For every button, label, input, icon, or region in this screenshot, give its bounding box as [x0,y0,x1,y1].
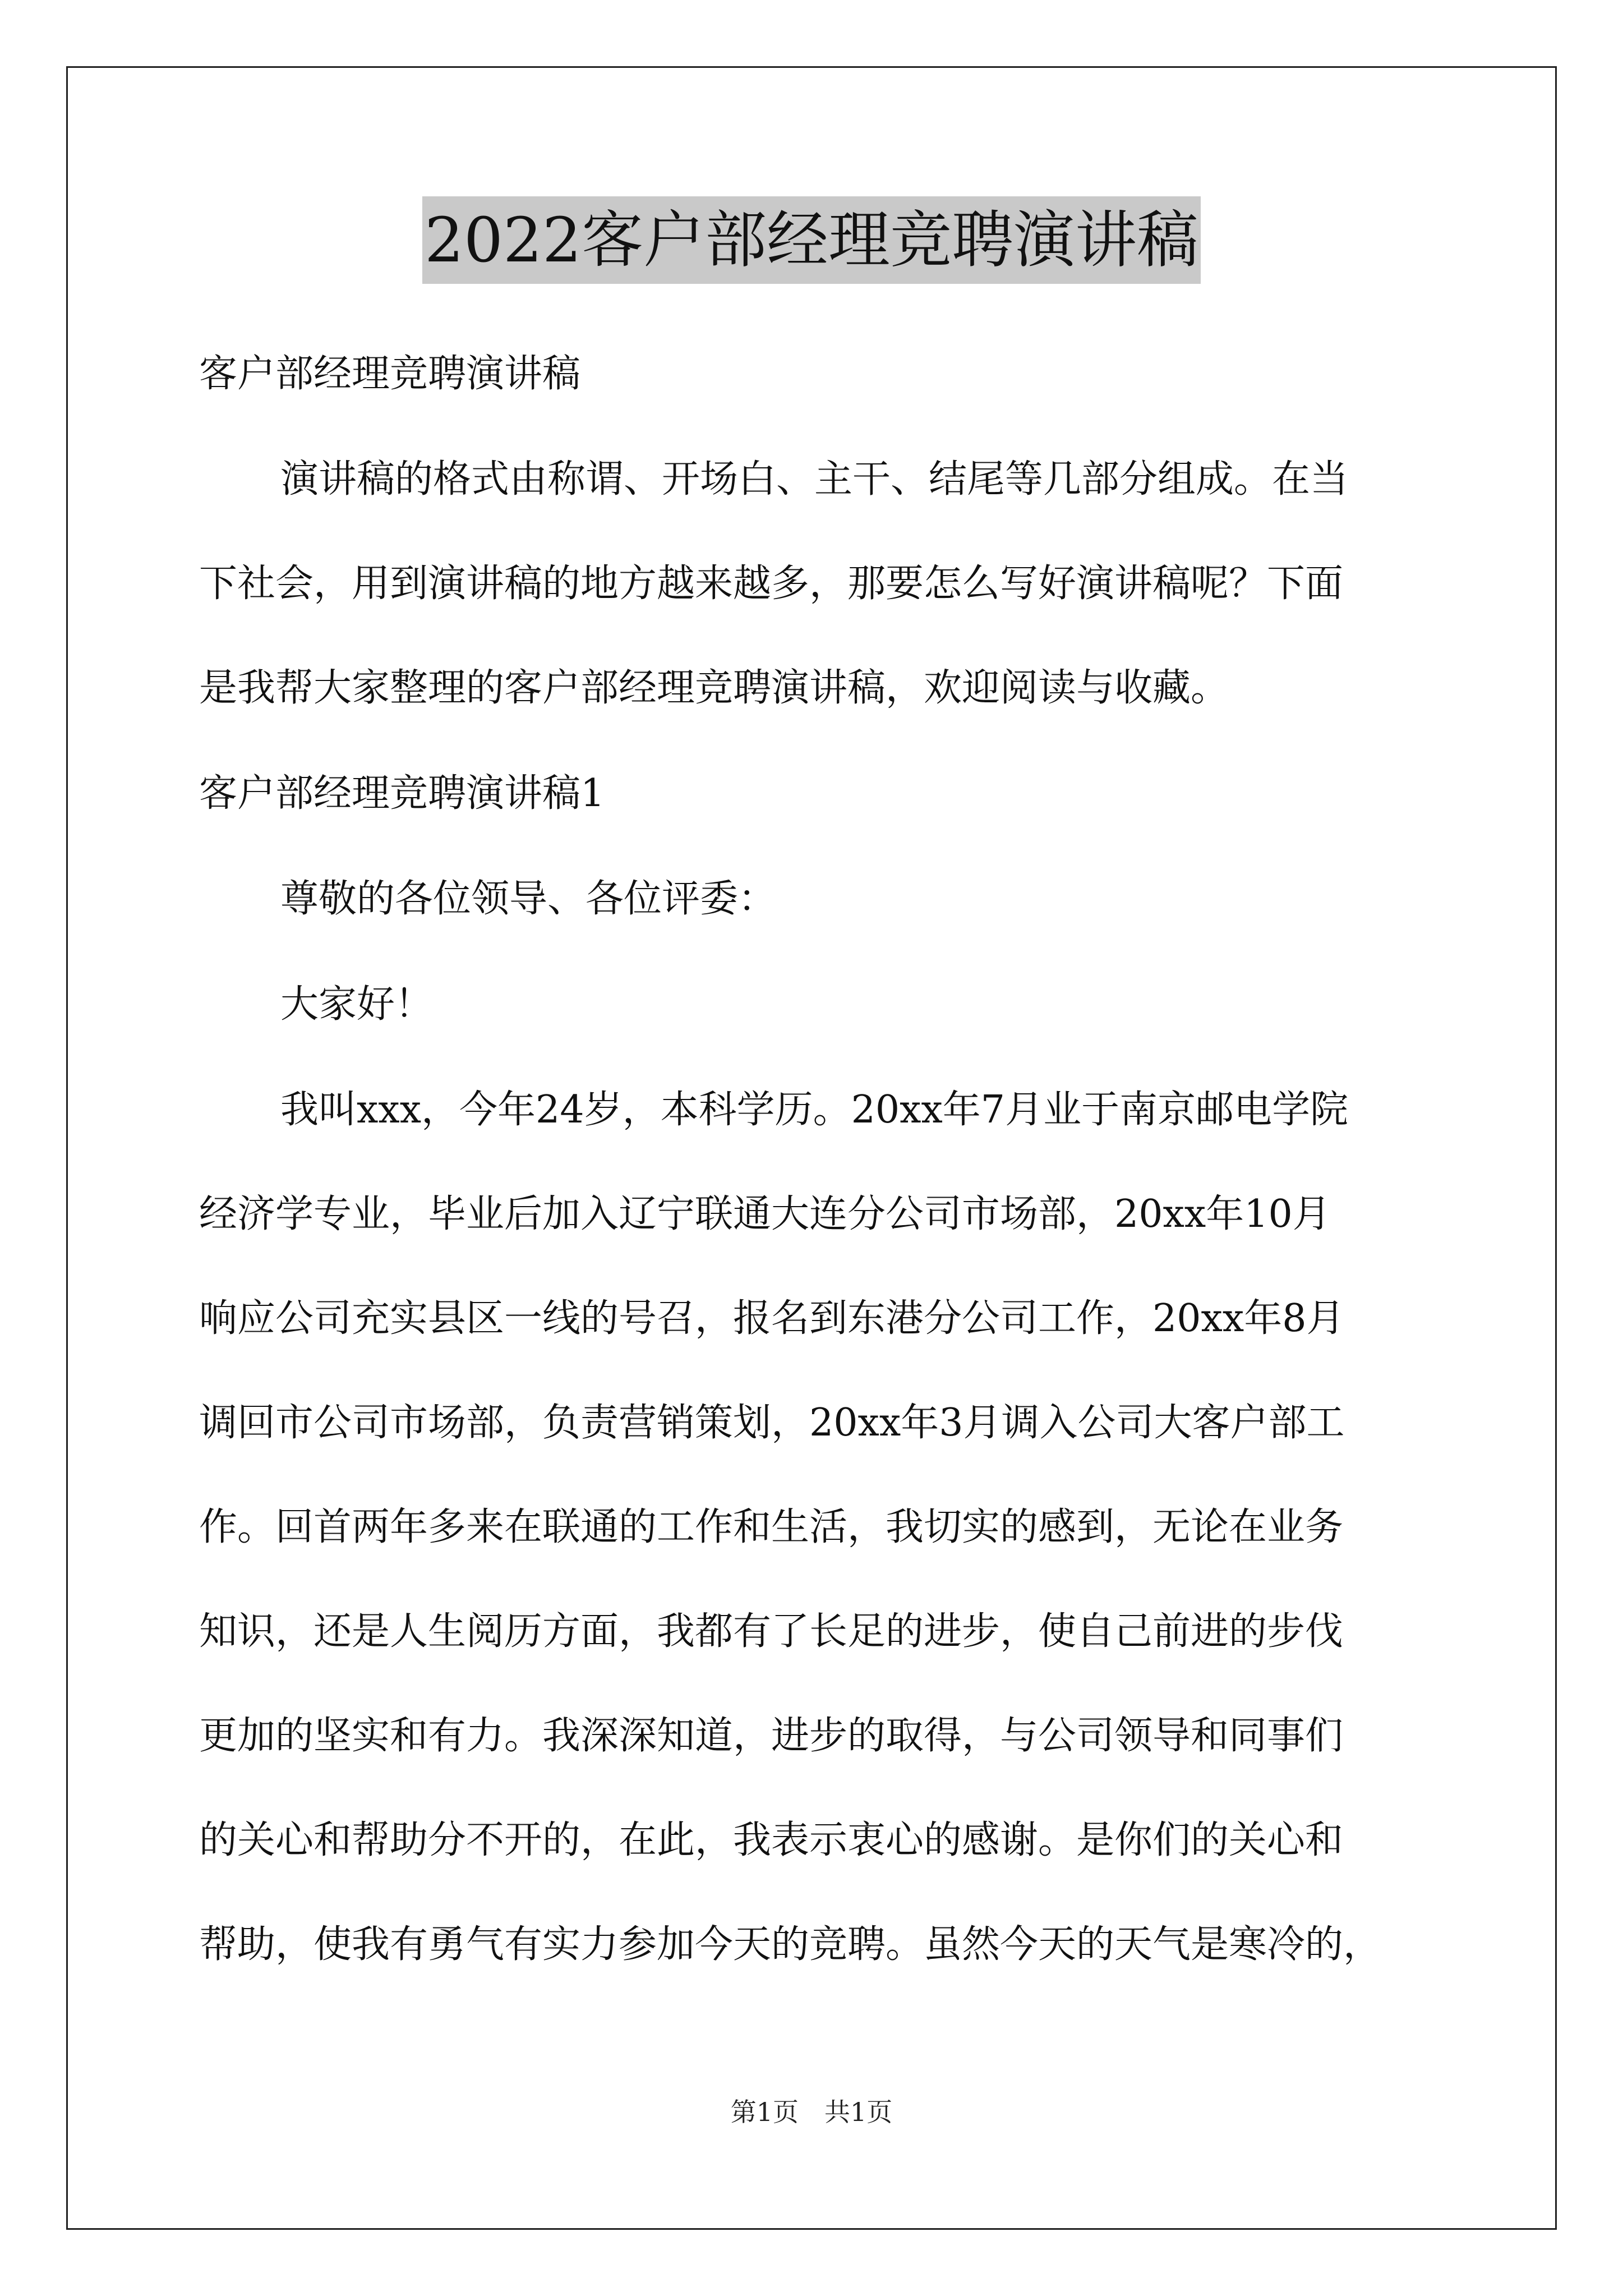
section-heading: 客户部经理竞聘演讲稿1 [199,771,605,816]
paragraph-line: 经济学专业，毕业后加入辽宁联通大连分公司市场部，20xx年10月 [199,1192,1331,1236]
intro-paragraph [199,453,1433,715]
paragraph-line: 响应公司充实县区一线的号召，报名到东港分公司工作，20xx年8月 [199,1296,1345,1341]
paragraph-line: 作。回首两年多来在联通的工作和生活，我切实的感到，无论在业务 [199,1505,1344,1549]
paragraph-line: 知识，还是人生阅历方面，我都有了长足的进步，使自己前进的步伐 [199,1609,1344,1654]
paragraph-line: 更加的坚实和有力。我深深知道，进步的取得，与公司领导和同事们 [199,1714,1344,1758]
salutation: 尊敬的各位领导、各位评委： [280,877,777,921]
document-body [199,348,1433,2024]
page-footer: 第1页 共1页 [730,2097,893,2127]
paragraph-line: 帮助，使我有勇气有实力参加今天的竞聘。虽然今天的天气是寒冷的， [199,1922,1382,1967]
body-paragraph [199,1084,1433,1971]
paragraph-line: 下社会，用到演讲稿的地方越来越多，那要怎么写好演讲稿呢？下面 [199,562,1344,606]
paragraph-line: 演讲稿的格式由称谓、开场白、主干、结尾等几部分组成。在当 [280,457,1349,501]
paragraph-line: 的关心和帮助分不开的，在此，我表示衷心的感谢。是你们的关心和 [199,1818,1344,1862]
main-heading: 客户部经理竞聘演讲稿 [199,352,581,396]
document-title: 2022客户部经理竞聘演讲稿 [422,196,1201,284]
greeting: 大家好！ [280,982,434,1027]
title-container [0,196,1623,284]
paragraph-line: 我叫xxx，今年24岁，本科学历。20xx年7月业于南京邮电学院 [280,1088,1349,1132]
paragraph-line: 是我帮大家整理的客户部经理竞聘演讲稿，欢迎阅读与收藏。 [199,666,1229,710]
paragraph-line: 调回市公司市场部，负责营销策划，20xx年3月调入公司大客户部工 [199,1401,1345,1445]
